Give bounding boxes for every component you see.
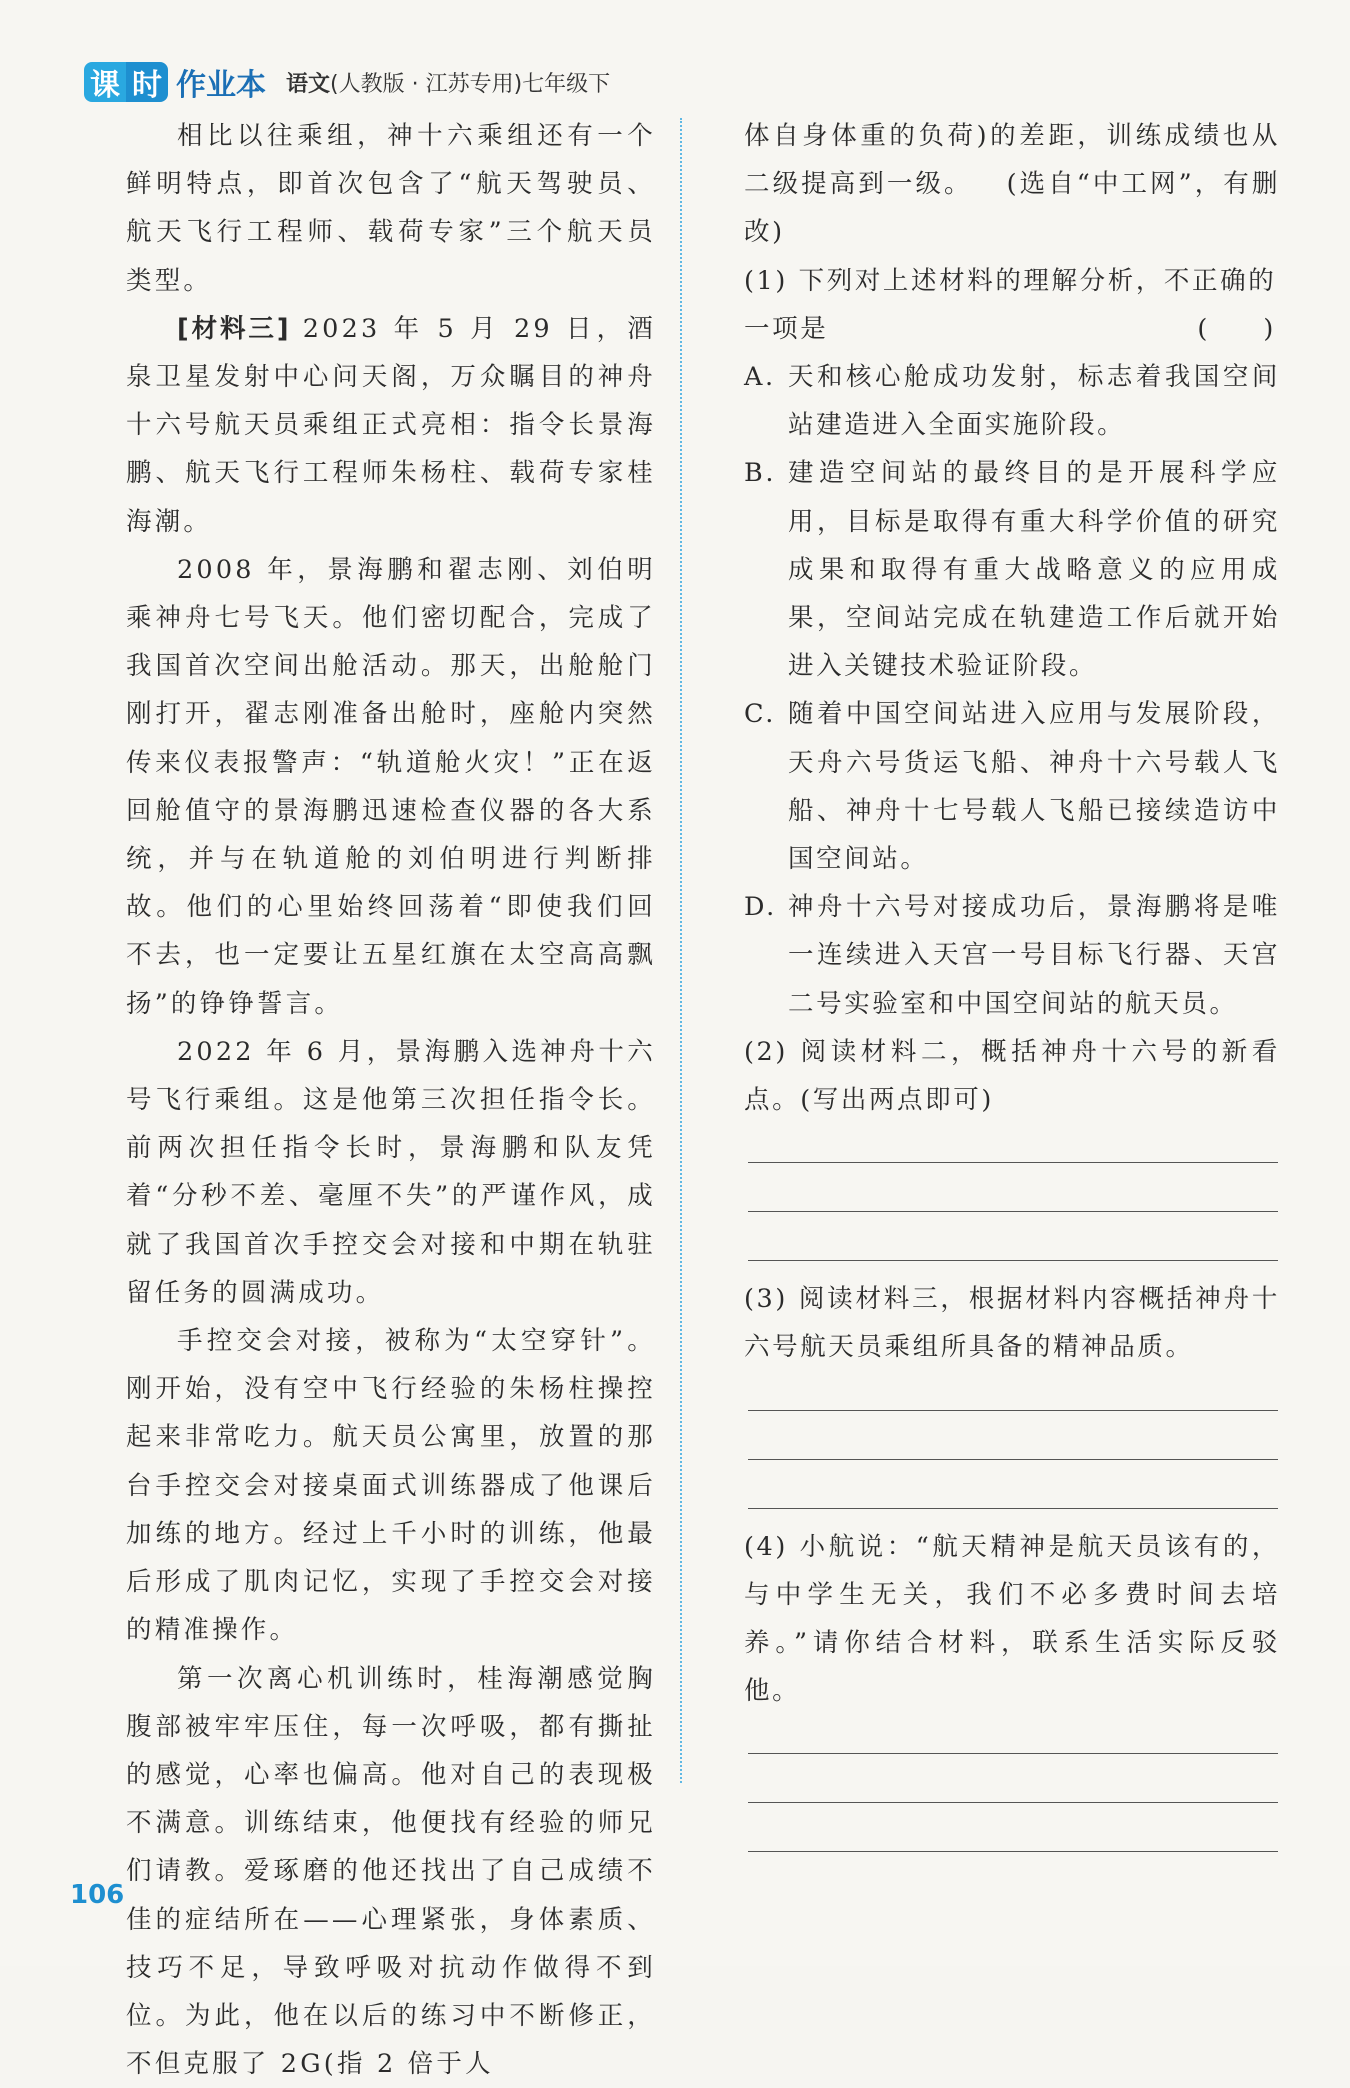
paragraph-material-3 [126,305,656,546]
logo-char-1: 课 [84,62,126,102]
option-text: 建造空间站的最终目的是开展科学应用，目标是取得有重大科学价值的研究成果和取得有重大战略意义的应用成果，空间站完成在轨建造工作后就开始进入关键技术验证阶段。 [788,449,1280,690]
material-label: [材料三] [177,314,290,344]
paragraph-3: 2008 年，景海鹏和翟志刚、刘伯明乘神舟七号飞天。他们密切配合，完成了我国首次空间出舱活动。那天，出舱舱门刚打开，翟志刚准备出舱时，座舱内突然传来仪表报警声：“轨道舱火灾！”正在返回舱值守的景海鹏迅速检查仪器的各大系统，并与在轨道舱的刘伯明进行判断排故。他们的心里始终回荡着“即使我们回不去，也一定要让五星红旗在太空高高飘扬”的铮铮誓言。 [126,546,656,1028]
paragraph-4: 2022 年 6 月，景海鹏入选神舟十六号飞行乘组。这是他第三次担任指令长。前两次担任指令长时，景海鹏和队友凭着“分秒不差、毫厘不失”的严谨作风，成就了我国首次手控交会对接和中期在轨驻留任务的圆满成功。 [126,1028,656,1317]
option-b[interactable] [744,449,1280,690]
answer-bracket[interactable]: ( ) [1197,305,1276,353]
answer-area-3[interactable] [744,1372,1280,1509]
question-1-line-1: (1) 下列对上述材料的理解分析，不正确的 [744,257,1280,305]
logo [84,60,266,104]
question-4: (4) 小航说：“航天精神是航天员该有的，与中学生无关，我们不必多费时间去培养。”请你结合材料，联系生活实际反驳他。 [744,1523,1280,1716]
page-number: 106 [70,1880,124,1910]
logo-text: 作业本 [176,60,266,104]
continued-text-body: 体自身体重的负荷)的差距，训练成绩也从二级提高到一级。 [744,121,1280,199]
answer-area-2[interactable] [744,1124,1280,1261]
option-text: 天和核心舱成功发射，标志着我国空间站建造进入全面实施阶段。 [788,353,1280,449]
question-1-line-2 [744,305,1280,353]
option-c[interactable] [744,690,1280,883]
column-divider [680,118,682,1783]
answer-line[interactable] [748,1459,1278,1460]
option-letter: C. [744,690,788,883]
question-2: (2) 阅读材料二，概括神舟十六号的新看点。(写出两点即可) [744,1028,1280,1124]
paragraph-6: 第一次离心机训练时，桂海潮感觉胸腹部被牢牢压住，每一次呼吸，都有撕扯的感觉，心率也偏高。他对自己的表现极不满意。训练结束，他便找有经验的师兄们请教。爱琢磨的他还找出了自己成绩不佳的症结所在——心理紧张，身体素质、技巧不足，导致呼吸对抗动作做得不到位。为此，他在以后的练习中不断修正，不但克服了 2G(指 2 倍于人 [126,1655,656,2088]
left-column [126,112,656,2088]
continued-text [744,112,1280,257]
header [84,60,610,104]
option-letter: B. [744,449,788,690]
answer-line[interactable] [748,1211,1278,1212]
option-a[interactable] [744,353,1280,449]
option-d[interactable] [744,883,1280,1028]
answer-line[interactable] [748,1753,1278,1754]
option-text: 随着中国空间站进入应用与发展阶段，天舟六号货运飞船、神舟十六号载人飞船、神舟十七号载人飞船已接续造访中国空间站。 [788,690,1280,883]
answer-line[interactable] [748,1851,1278,1852]
option-letter: D. [744,883,788,1028]
option-text: 神舟十六号对接成功后，景海鹏将是唯一连续进入天宫一号目标飞行器、天宫二号实验室和中国空间站的航天员。 [788,883,1280,1028]
material-3-text: 2023 年 5 月 29 日，酒泉卫星发射中心问天阁，万众瞩目的神舟十六号航天员乘组正式亮相：指令长景海鹏、航天飞行工程师朱杨柱、载荷专家桂海潮。 [126,314,656,537]
answer-line[interactable] [748,1802,1278,1803]
paragraph-5: 手控交会对接，被称为“太空穿针”。刚开始，没有空中飞行经验的朱杨柱操控起来非常吃力。航天员公寓里，放置的那台手控交会对接桌面式训练器成了他课后加练的地方。经过上千小时的训练，他最后形成了肌肉记忆，实现了手控交会对接的精准操作。 [126,1317,656,1654]
logo-char-2: 时 [126,62,168,102]
question-1-stem-end: 一项是 [744,305,828,353]
right-column [744,112,1280,1852]
option-letter: A. [744,353,788,449]
paragraph-1: 相比以往乘组，神十六乘组还有一个鲜明特点，即首次包含了“航天驾驶员、航天飞行工程师、载荷专家”三个航天员类型。 [126,112,656,305]
header-detail: (人教版 · 江苏专用)七年级下 [330,67,610,98]
answer-line[interactable] [748,1508,1278,1509]
question-3: (3) 阅读材料三，根据材料内容概括神舟十六号航天员乘组所具备的精神品质。 [744,1275,1280,1371]
source-note: (选自“中工网”，有删改) [744,169,1280,247]
answer-area-4[interactable] [744,1715,1280,1852]
answer-line[interactable] [748,1162,1278,1163]
answer-line[interactable] [748,1260,1278,1261]
header-subject: 语文 [286,67,330,98]
answer-line[interactable] [748,1410,1278,1411]
